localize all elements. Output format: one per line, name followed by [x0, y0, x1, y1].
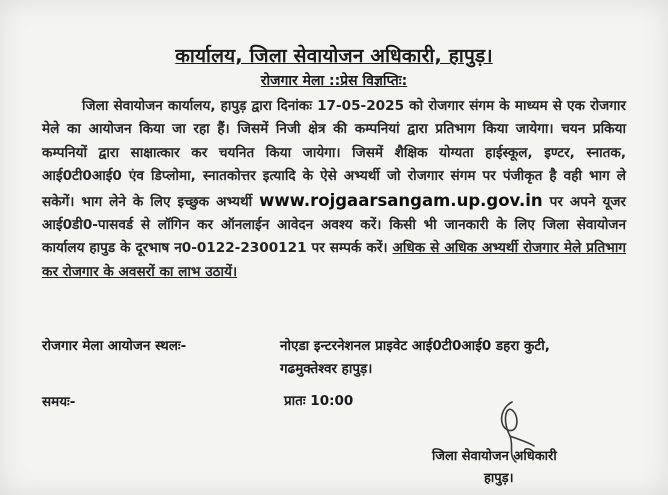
time-label: समयः-	[42, 394, 76, 410]
venue-line-1: नोएडा इन्टरनेशनल प्राइवेट आई0टी0आई0 डहरा कुटी,	[280, 338, 550, 354]
notice-paragraph-1: जिला सेवायोजन कार्यालय, हापुड़ द्वारा दिनांकः 17-05-2025 को रोजगार संगम के माध्यम से एक रोजगार मेले का आयोजन किया जा रहा हैं। जिसमें निजी क्षेत्र की कम्पनियां द्वारा प्रतिभाग किया जायेगा। चयन प्रकिया कम्पनियों द्वारा साक्षात्कार कर चयनित किया जायेगा। जिसमें शैक्षिक योग्यता हाईस्कूल, इण्टर, स्नातक, आई0टी0आई0 एंव डिप्लोमा, स्नातकोत्तर इत्यादि के ऐसे अभ्यर्थी जो रोजगार संगम पर पंजीकृत है वही भाग ले सकेगें। भाग लेने के लिए इच्छुक अभ्यर्थी	[42, 98, 626, 210]
signatory-place: हापुड़।	[484, 471, 514, 486]
time-value: प्रातः 10:00	[284, 393, 354, 409]
signatory-block	[432, 446, 652, 490]
notice-paragraph-2: पर अपने यूजर आई0डी0-पासवर्ड से लॉगिन कर ऑनलाईन आवेदन अवश्य करें। किसी भी जानकारी के लिए जिला सेवायोजन कार्यालय हापुड के दूरभाष न0-0122-2300121 पर सम्पर्क करें।	[42, 193, 626, 257]
venue-label: रोजगार मेला आयोजन स्थलः-	[42, 338, 187, 354]
venue-address	[280, 335, 640, 381]
signatory-designation: जिला सेवायोजन अधिकारी	[432, 449, 557, 464]
office-title: कार्यालय, जिला सेवायोजन अधिकारी, हापुड़।	[175, 45, 493, 67]
registration-website-link[interactable]: www.rojgaarsangam.up.gov.in	[259, 190, 543, 210]
venue-line-2: गढमुक्तेश्वर हापुड़।	[280, 361, 373, 377]
notice-emphasis-line: अधिक से अधिक अभ्यर्थी रोजगार मेले प्रतिभाग कर रोजगार के अवसरों का लाभ उठायें।	[42, 240, 626, 280]
notice-body	[42, 95, 626, 284]
press-release-heading: रोजगार मेला ::प्रेस विज्ञप्तिः:	[260, 73, 408, 89]
